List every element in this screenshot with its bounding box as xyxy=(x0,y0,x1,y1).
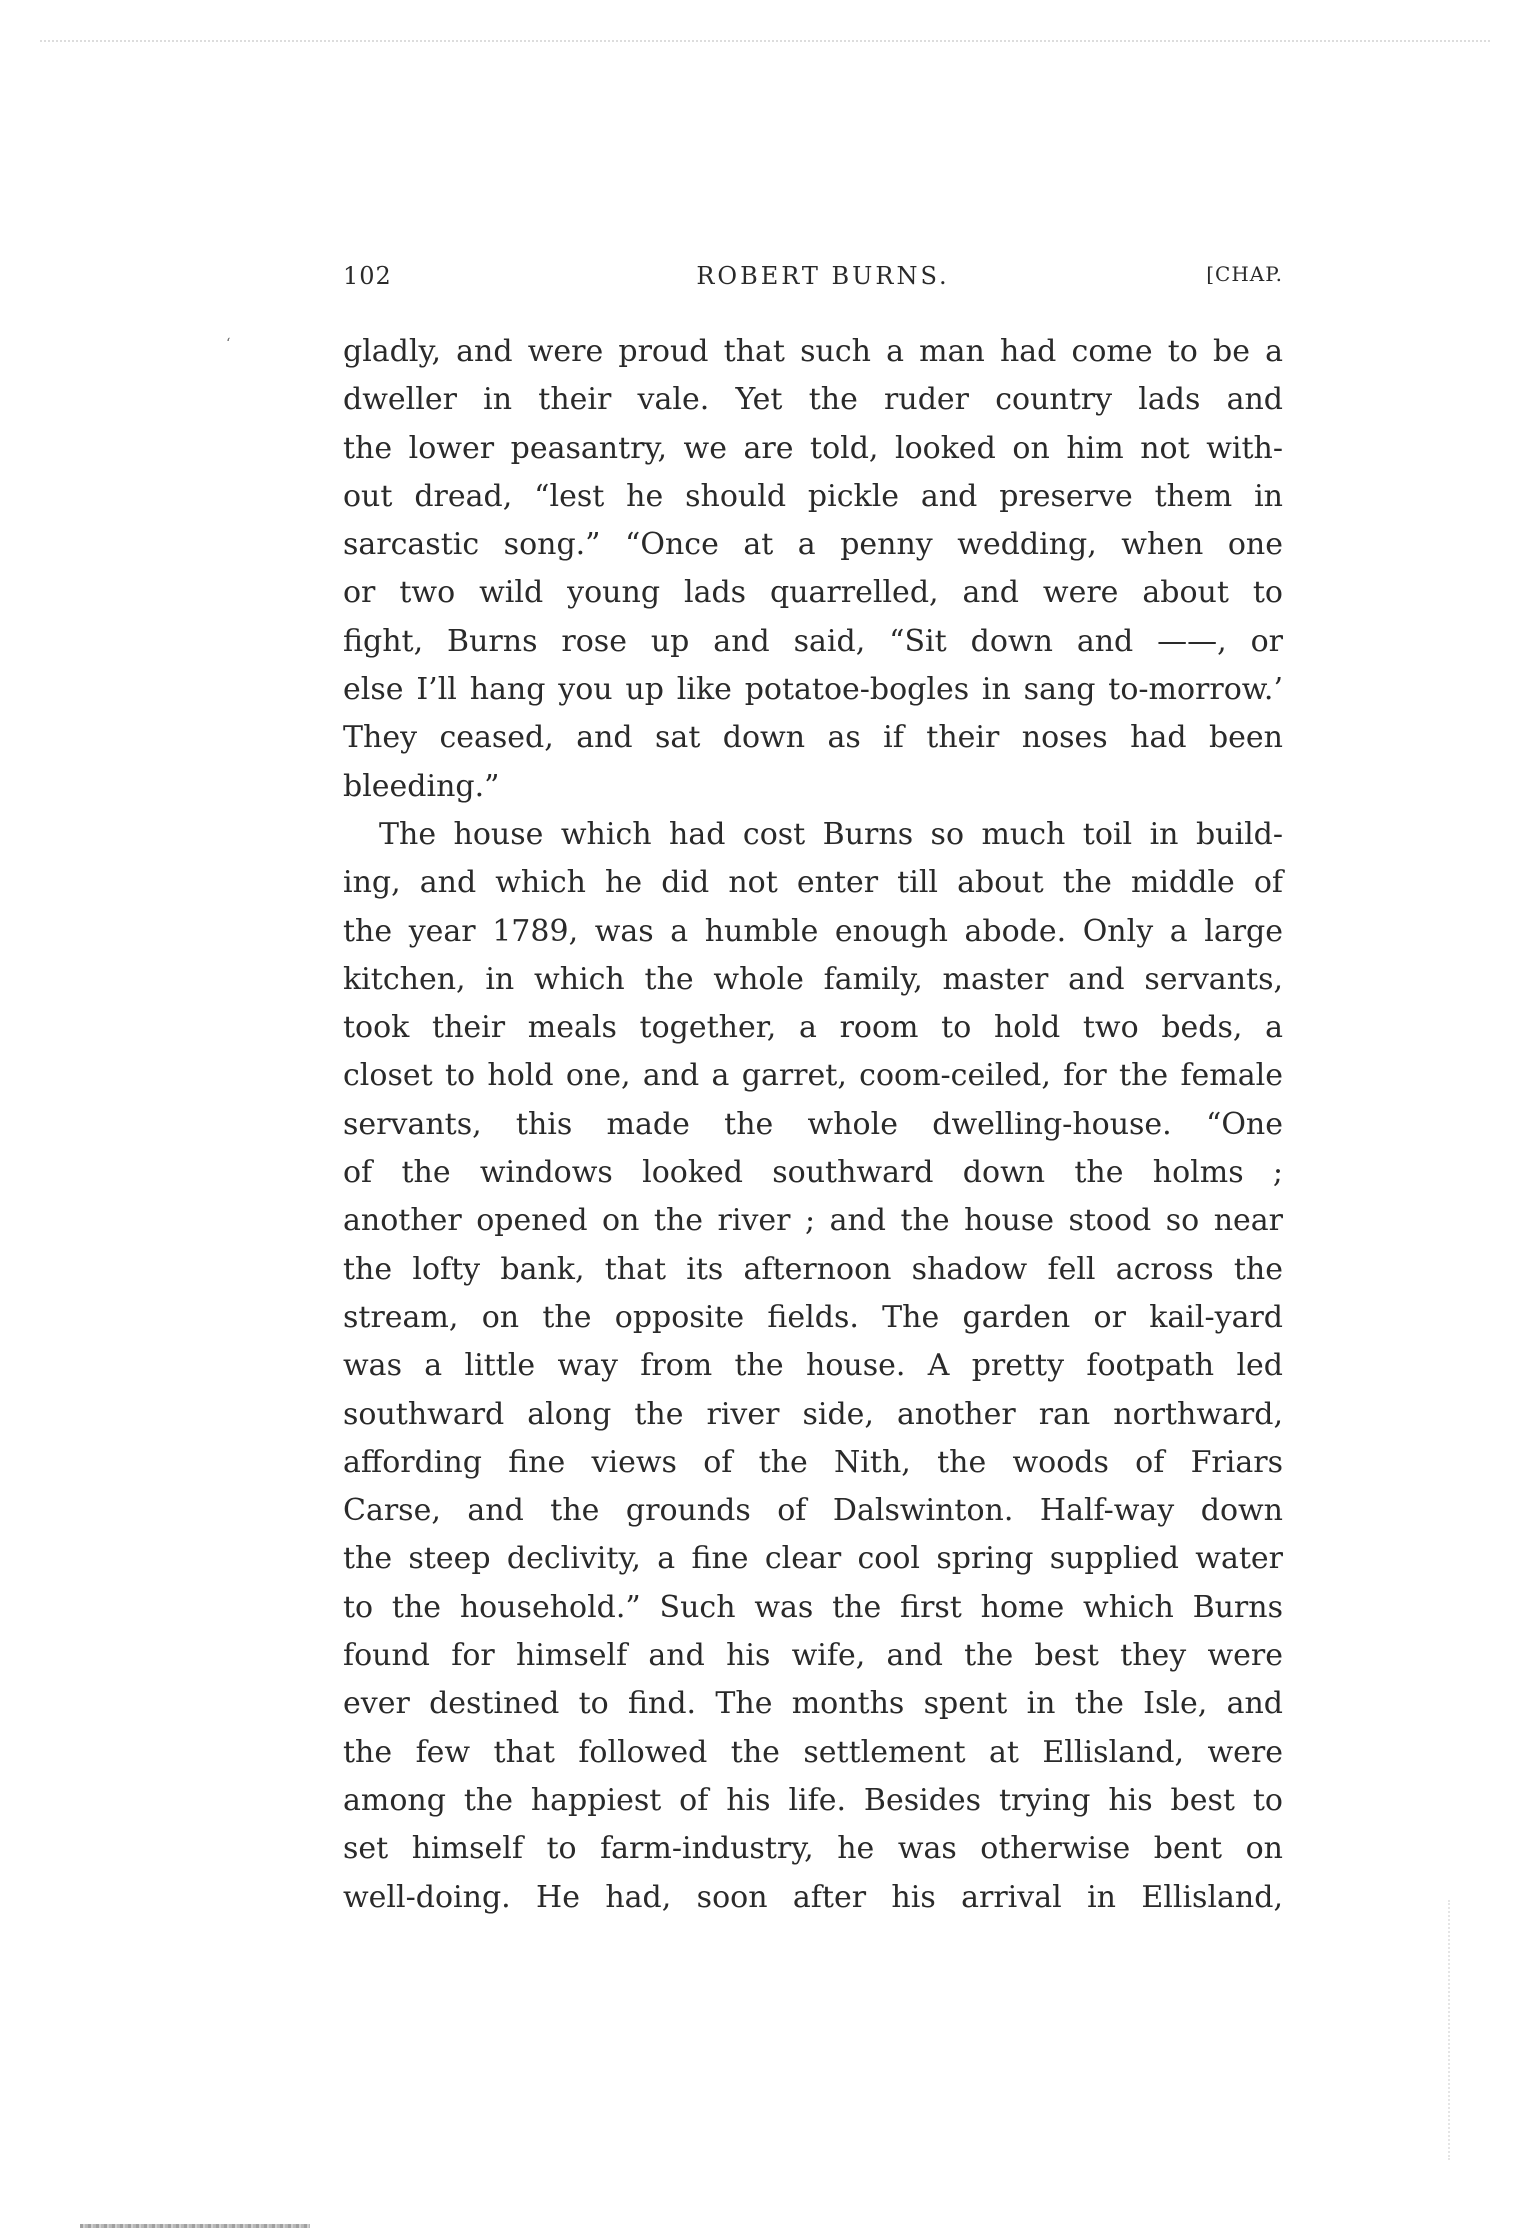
text-line: found for himself and his wife, and the best they were xyxy=(343,1638,1283,1674)
text-line: ing, and which he did not enter till about the middle of xyxy=(343,865,1283,901)
text-line: was a little way from the house. A pretty footpath led xyxy=(343,1348,1283,1384)
text-line: set himself to farm-industry, he was otherwise bent on xyxy=(343,1831,1283,1867)
text-line: servants, this made the whole dwelling-house. “One xyxy=(343,1106,1283,1142)
text-line: The house which had cost Burns so much toil in build- xyxy=(379,816,1283,852)
paragraph-2 xyxy=(343,811,1283,1922)
chapter-marker: [CHAP. xyxy=(1206,262,1283,286)
scan-artifact-right xyxy=(1448,1900,1454,2160)
text-line: to the household.” Such was the first home which Burns xyxy=(343,1589,1283,1625)
text-line: southward along the river side, another ran northward, xyxy=(343,1396,1283,1432)
text-line: out dread, “lest he should pickle and preserve them in xyxy=(343,478,1283,514)
text-line: of the windows looked southward down the holms ; xyxy=(343,1155,1283,1191)
text-line: among the happiest of his life. Besides trying his best to xyxy=(343,1782,1283,1818)
text-line: dweller in their vale. Yet the ruder country lads and xyxy=(343,382,1283,418)
text-line: Carse, and the grounds of Dalswinton. Half-way down xyxy=(343,1493,1283,1529)
paragraph-1 xyxy=(343,328,1283,811)
text-line: gladly, and were proud that such a man had come to be a xyxy=(343,334,1283,369)
text-line: or two wild young lads quarrelled, and were about to xyxy=(343,575,1283,611)
text-line: ever destined to find. The months spent in the Isle, and xyxy=(343,1686,1283,1722)
text-line: took their meals together, a room to hold two beds, a xyxy=(343,1010,1283,1046)
scan-artifact-bottom xyxy=(80,2224,310,2228)
text-line: stream, on the opposite fields. The garden or kail-yard xyxy=(343,1299,1283,1335)
text-line: They ceased, and sat down as if their noses had been xyxy=(343,720,1283,756)
text-line: the year 1789, was a humble enough abode. Only a large xyxy=(343,913,1283,949)
margin-mark: ‘ xyxy=(226,336,231,352)
body-text xyxy=(343,328,1283,1922)
page-number: 102 xyxy=(343,262,392,290)
text-line: the steep declivity, a fine clear cool spring supplied water xyxy=(343,1541,1283,1577)
text-line: the few that followed the settlement at Ellisland, were xyxy=(343,1734,1283,1770)
scan-artifact-top xyxy=(40,40,1490,50)
text-line: another opened on the river ; and the house stood so near xyxy=(343,1203,1283,1239)
text-line: the lower peasantry, we are told, looked on him not with- xyxy=(343,430,1283,466)
text-line: kitchen, in which the whole family, master and servants, xyxy=(343,961,1283,997)
text-line: bleeding.” xyxy=(343,768,500,804)
text-line: fight, Burns rose up and said, “Sit down and ——, or xyxy=(343,623,1283,659)
running-title: ROBERT BURNS. xyxy=(696,262,950,290)
text-line: closet to hold one, and a garret, coom-ceiled, for the female xyxy=(343,1058,1283,1094)
text-line: sarcastic song.” “Once at a penny wedding, when one xyxy=(343,527,1283,563)
text-line: affording fine views of the Nith, the woods of Friars xyxy=(343,1444,1283,1480)
text-line: else I’ll hang you up like potatoe-bogles in sang to-morrow.’ xyxy=(343,672,1283,708)
text-line: the lofty bank, that its afternoon shadow fell across the xyxy=(343,1251,1283,1287)
page-header xyxy=(343,262,1283,298)
text-line: well-doing. He had, soon after his arrival in Ellisland, xyxy=(343,1879,1283,1915)
